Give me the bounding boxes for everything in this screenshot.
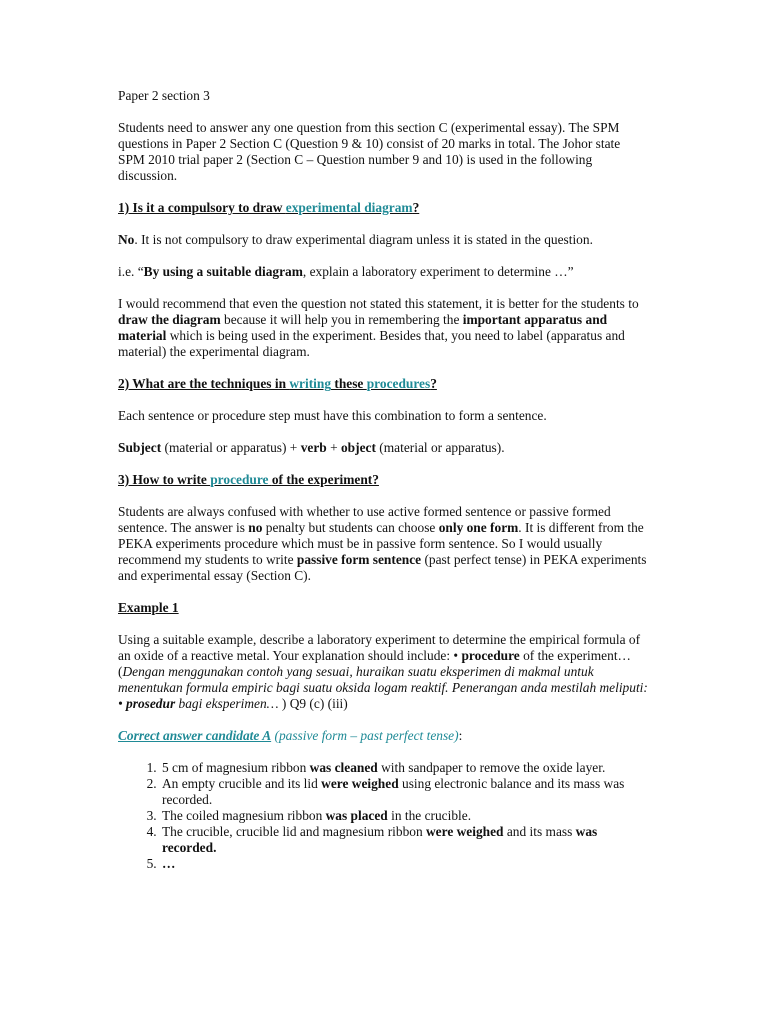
question-3-heading: 3) How to write procedure of the experiment? <box>118 472 379 487</box>
technique-paragraph: Each sentence or procedure step must have this combination to form a sentence. <box>118 408 547 423</box>
example-question: Using a suitable example, describe a laboratory experiment to determine the empirical formula of an oxide of a reactive metal. Your explanation should include: • procedure of the experiment… (Dengan menggunakan contoh yang sesuai, huraikan suatu eksperimen di makmal untuk menentukan formula empiric bagi suatu oksida logam reaktif. Penerangan anda mestilah meliputi: • prosedur bagi eksperimen… ) Q9 (c) (iii) <box>118 632 648 711</box>
answer-intro: Correct answer candidate A (passive form – past perfect tense): <box>118 728 463 743</box>
procedure-link[interactable]: procedure <box>210 472 272 487</box>
recommendation-paragraph: I would recommend that even the question not stated this statement, it is better for the students to draw the diagram because it will help you in remembering the important apparatus and material which is being used in the experiment. Besides that, you need to label (apparatus and material) the experimental diagram. <box>118 296 639 359</box>
example-heading: Example 1 <box>118 600 179 615</box>
page-title: Paper 2 section 3 <box>118 88 210 103</box>
procedures-link[interactable]: procedures <box>366 376 431 391</box>
question-3-answer: Students are always confused with whether to use active formed sentence or passive formed sentence. The answer is no penalty but students can choose only one form. It is different from the PEKA experiments procedure which must be in passive form sentence. So I would usually recommend my students to write passive form sentence (past perfect tense) in PEKA experiments and experimental essay (Section C). <box>118 504 647 583</box>
correct-answer-link[interactable]: Correct answer candidate A <box>118 728 272 743</box>
list-item: 1. 5 cm of magnesium ribbon was cleaned with sandpaper to remove the oxide layer. <box>160 760 650 776</box>
procedure-steps-list <box>118 760 650 872</box>
writing-link[interactable]: writing <box>289 376 332 391</box>
question-1-heading: 1) Is it a compulsory to draw experimental diagram? <box>118 200 420 215</box>
example-statement: i.e. “By using a suitable diagram, explain a laboratory experiment to determine …” <box>118 264 574 279</box>
question-2-heading: 2) What are the techniques in writing these procedures? <box>118 376 437 391</box>
intro-paragraph: Students need to answer any one question from this section C (experimental essay). The SPM questions in Paper 2 Section C (Question 9 & 10) consist of 20 marks in total. The Johor state SPM 2010 trial paper 2 (Section C – Question number 9 and 10) is used in the following discussion. <box>118 120 621 183</box>
list-item: 3. The coiled magnesium ribbon was placed in the crucible. <box>160 808 650 824</box>
question-1-answer: No. It is not compulsory to draw experimental diagram unless it is stated in the question. <box>118 232 593 247</box>
document-body <box>118 88 650 872</box>
list-item: 5. … <box>160 856 650 872</box>
sentence-formula: Subject (material or apparatus) + verb + object (material or apparatus). <box>118 440 505 455</box>
experimental-diagram-link[interactable]: experimental diagram <box>285 200 413 215</box>
list-item: 2. An empty crucible and its lid were weighed using electronic balance and its mass was recorded. <box>160 776 650 808</box>
list-item: 4. The crucible, crucible lid and magnesium ribbon were weighed and its mass was recorded. <box>160 824 650 856</box>
